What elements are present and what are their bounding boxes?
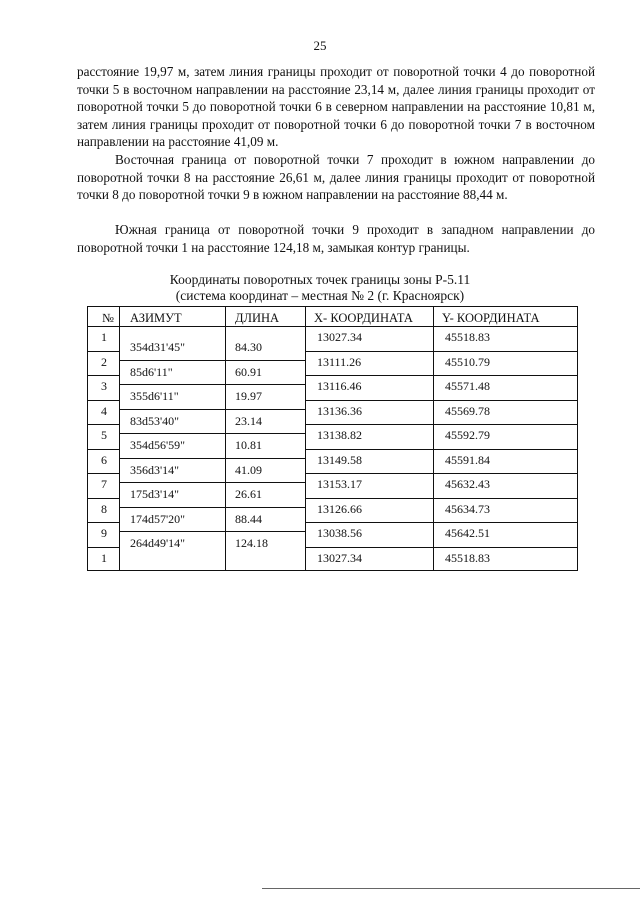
point-row-divider [88,375,119,376]
segment-length: 60.91 [235,364,262,379]
point-row-divider [88,547,119,548]
segment-row-divider [119,482,305,483]
bottom-rule [262,888,640,889]
paragraph-south-boundary [77,221,595,256]
y-coordinate: 45592.79 [445,428,490,442]
point-row-divider [305,522,577,523]
point-row-divider [305,424,577,425]
segment-row-divider [119,360,305,361]
coordinates-table [87,306,578,571]
segment-length: 41.09 [235,462,262,477]
x-coordinate: 13111.26 [317,354,362,369]
column-divider [433,307,434,570]
y-coordinate: 45632.43 [445,477,490,491]
x-coordinate: 13038.56 [317,526,362,540]
point-number: 2 [101,354,107,369]
header-y-coordinate: Y- КООРДИНАТА [442,311,540,325]
x-coordinate: 13136.36 [317,403,362,418]
point-row-divider [88,449,119,450]
point-row-divider [88,473,119,474]
header-length: ДЛИНА [235,311,280,325]
segment-length: 88.44 [235,511,262,526]
y-coordinate: 45591.84 [445,452,490,467]
azimuth: 174d57'20" [130,511,186,526]
segment-length: 19.97 [235,389,262,403]
segment-length: 84.30 [235,340,262,354]
paragraph-north-boundary [77,63,595,151]
point-row-divider [305,351,577,352]
azimuth: 354d56'59" [130,438,186,452]
y-coordinate: 45634.73 [445,501,490,516]
segment-length: 26.61 [235,487,262,501]
point-number: 8 [101,501,107,516]
segment-length: 10.81 [235,438,262,452]
point-row-divider [305,449,577,450]
column-divider [305,307,306,570]
y-coordinate: 45642.51 [445,526,490,540]
azimuth: 356d3'14" [130,462,180,477]
point-row-divider [88,400,119,401]
point-number: 5 [101,428,107,442]
y-coordinate: 45518.83 [445,550,490,565]
segment-row-divider [119,409,305,410]
point-row-divider [305,375,577,376]
table-caption [0,272,640,304]
point-row-divider [305,547,577,548]
x-coordinate: 13027.34 [317,330,362,344]
header-azimuth: АЗИМУТ [130,311,182,325]
segment-row-divider [119,507,305,508]
segment-row-divider [119,458,305,459]
paragraph-text: Южная граница от поворотной точки 9 проходит в западном направлении до поворотной точки 1 на расстояние 124,18 м, замыкая контур границы. [77,222,595,255]
segment-row-divider [119,531,305,532]
point-number: 6 [101,452,107,467]
y-coordinate: 45569.78 [445,403,490,418]
caption-subtitle: (система координат – местная № 2 (г. Красноярск) [175,288,465,303]
point-row-divider [305,473,577,474]
caption-title: Координаты поворотных точек границы зоны Р-5.11 [169,272,471,287]
point-number: 4 [101,403,107,418]
azimuth: 355d6'11" [130,389,179,403]
x-coordinate: 13138.82 [317,428,362,442]
point-number: 1 [101,330,107,344]
paragraph-east-boundary [77,151,595,204]
paragraph-text: расстояние 19,97 м, затем линия границы проходит от поворотной точки 4 до поворотной точки 5 в восточном направлении на расстояние 23,14 м, далее линия границы проходит от поворотной точки 5 до поворотной точки 6 в северном направлении на расстояние 10,81 м, затем линия границы проходит от поворотной точки 6 до поворотной точки 7 в восточном направлении на расстояние 41,09 м. [77,64,595,150]
point-number: 3 [101,379,107,393]
y-coordinate: 45571.48 [445,379,490,393]
segment-length: 23.14 [235,413,262,428]
x-coordinate: 13153.17 [317,477,362,491]
point-row-divider [305,400,577,401]
x-coordinate: 13126.66 [317,501,362,516]
y-coordinate: 45518.83 [445,330,490,344]
header-divider [88,326,577,327]
point-row-divider [88,522,119,523]
point-number: 7 [101,477,107,491]
page-number: 25 [313,38,327,53]
azimuth: 354d31'45" [130,340,186,354]
point-number: 9 [101,526,107,540]
segment-length: 124.18 [235,536,268,550]
azimuth: 175d3'14" [130,487,180,501]
paragraph-text: Восточная граница от поворотной точки 7 проходит в южном направлении до поворотной точки 8 на расстояние 26,61 м, далее линия границы проходит от поворотной точки 8 до поворотной точки 9 в южном направлении на расстояние 88,44 м. [77,152,595,203]
azimuth: 83d53'40" [130,413,180,428]
x-coordinate: 13116.46 [317,379,362,393]
point-row-divider [88,498,119,499]
x-coordinate: 13027.34 [317,550,362,565]
point-row-divider [88,351,119,352]
azimuth: 264d49'14" [130,536,186,550]
point-row-divider [305,498,577,499]
segment-row-divider [119,433,305,434]
x-coordinate: 13149.58 [317,452,362,467]
header-x-coordinate: Х- КООРДИНАТА [314,311,413,325]
header-number: № [102,311,114,325]
azimuth: 85d6'11" [130,364,173,379]
point-number: 1 [101,550,107,565]
y-coordinate: 45510.79 [445,354,490,369]
point-row-divider [88,424,119,425]
segment-row-divider [119,384,305,385]
